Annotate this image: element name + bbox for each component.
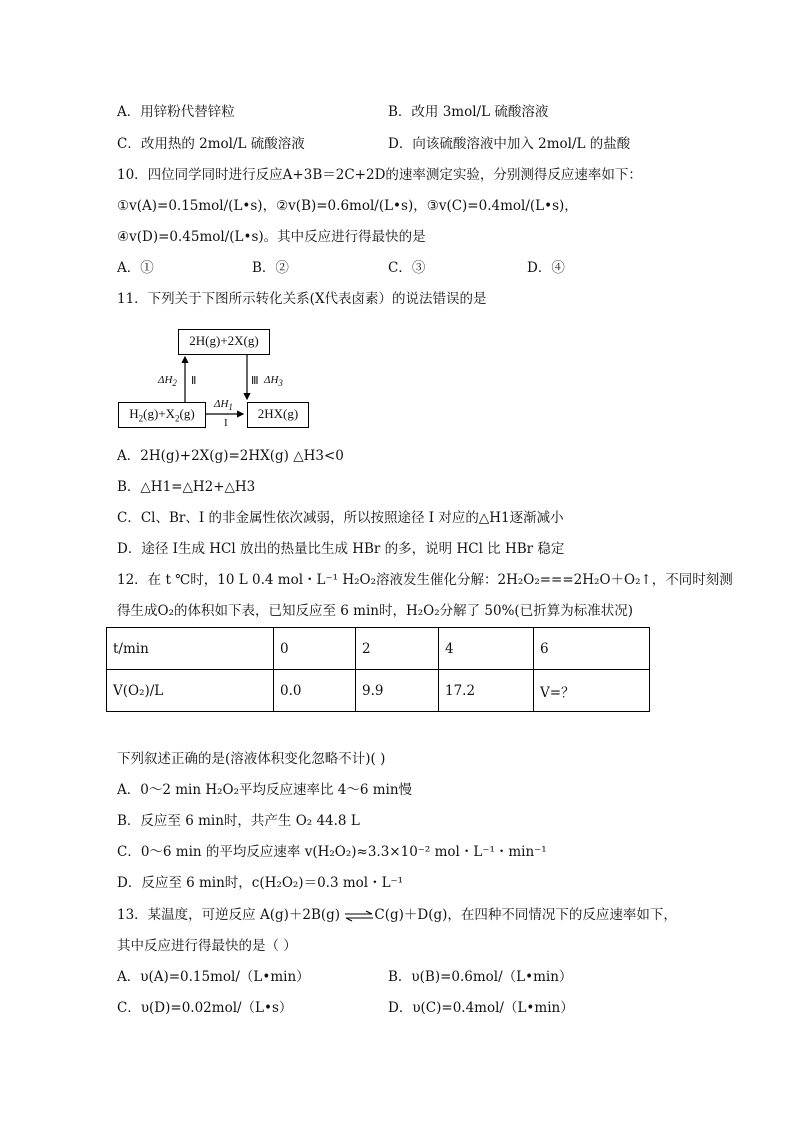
q12-option-b: B．反应至 6 min时，共产生 O₂ 44.8 L bbox=[117, 813, 360, 829]
q11-option-d: D．途径 I生成 HCl 放出的热量比生成 HBr 的多，说明 HCl 比 HBr 稳定 bbox=[117, 541, 565, 557]
q11-option-c: C．Cl、Br、I 的非金属性依次减弱，所以按照途径 I 对应的△H1逐渐减小 bbox=[117, 510, 564, 526]
q13-option-b: B．υ(B)=0.6mol/（L•min） bbox=[388, 969, 573, 985]
q13-option-c: C．υ(D)=0.02mol/（L•s） bbox=[117, 1000, 293, 1016]
q10-option-b: B．② bbox=[252, 260, 289, 276]
diagram-right-box: 2HX(g) bbox=[247, 402, 309, 428]
path1-label: I bbox=[224, 417, 228, 429]
q10-option-d: D．④ bbox=[527, 260, 565, 276]
table-cell: 2 bbox=[356, 628, 439, 670]
q13-stem-line2: 其中反应进行得最快的是（ ） bbox=[117, 938, 297, 954]
table-cell: V(O₂)/L bbox=[107, 670, 274, 712]
dh1-label: $\Delta H_1$ bbox=[214, 398, 233, 413]
q11-option-b: B．△H1=△H2+△H3 bbox=[117, 479, 256, 495]
q13-stem-line1: 13．某温度，可逆反应 A(g)＋2B(g) C(g)＋D(g)，在四种不同情况下的反应速率如下， bbox=[117, 907, 677, 923]
diagram-left-box: $H_2(g)+X_2(g)$ bbox=[118, 402, 206, 428]
q10-rates-line1: ①v(A)=0.15mol/(L•s)，②v(B)=0.6mol/(L•s)，③v(C)=0.4mol/(L•s)， bbox=[117, 198, 578, 214]
q12-stem-line1: 12．在 t ℃时，10 L 0.4 mol・L⁻¹ H₂O₂溶液发生催化分解：2H₂O₂===2H₂O＋O₂↑，不同时刻测 bbox=[117, 572, 733, 588]
table-cell: 17.2 bbox=[439, 670, 534, 712]
q10-stem: 10．四位同学同时进行反应A+3B＝2C+2D的速率测定实验，分别测得反应速率如下： bbox=[117, 167, 642, 183]
diagram-top-box: 2H(g)+2X(g) bbox=[178, 329, 270, 355]
q10-option-a: A．① bbox=[117, 260, 154, 276]
q10-rates-line2: ④v(D)=0.45mol/(L•s)。其中反应进行得最快的是 bbox=[117, 229, 426, 245]
table-cell: V=？ bbox=[534, 670, 650, 712]
q9-option-a: A．用锌粉代替锌粒 bbox=[117, 104, 235, 120]
q10-option-c: C．③ bbox=[388, 260, 426, 276]
table-row bbox=[107, 670, 650, 712]
q12-option-a: A．0～2 min H₂O₂平均反应速率比 4～6 min慢 bbox=[117, 782, 413, 798]
table-cell: t/min bbox=[107, 628, 274, 670]
q12-stem-line2: 得生成O₂的体积如下表，已知反应至 6 min时，H₂O₂分解了 50%(已折算为标准状况) bbox=[117, 603, 633, 619]
table-cell: 4 bbox=[439, 628, 534, 670]
table-cell: 0 bbox=[274, 628, 356, 670]
q11-stem: 11．下列关于下图所示转化关系(X代表卤素）的说法错误的是 bbox=[117, 291, 487, 307]
q9-option-b: B．改用 3mol/L 硫酸溶液 bbox=[388, 104, 549, 120]
table-cell: 0.0 bbox=[274, 670, 356, 712]
dh3-label: $\Delta H_3$ bbox=[264, 374, 283, 389]
q12-question: 下列叙述正确的是(溶液体积变化忽略不计)( ) bbox=[117, 751, 386, 767]
q11-option-a: A．2H(g)+2X(g)=2HX(g) △H3<0 bbox=[117, 448, 344, 464]
path2-label: Ⅱ bbox=[191, 375, 197, 387]
table-cell: 6 bbox=[534, 628, 650, 670]
q13-option-a: A．υ(A)=0.15mol/（L•min） bbox=[117, 969, 310, 985]
q9-option-d: D．向该硫酸溶液中加入 2mol/L 的盐酸 bbox=[388, 136, 631, 152]
o2-volume-table bbox=[106, 627, 650, 712]
q12-option-c: C．0～6 min 的平均反应速率 v(H₂O₂)≈3.3×10⁻² mol・L⁻¹・min⁻¹ bbox=[117, 844, 547, 860]
q13-option-d: D．υ(C)=0.4mol/（L•min） bbox=[388, 1000, 574, 1016]
dh2-label: $\Delta H_2$ bbox=[158, 374, 177, 389]
reversible-arrow-icon bbox=[344, 910, 374, 922]
q12-option-d: D．反应至 6 min时，c(H₂O₂)＝0.3 mol・L⁻¹ bbox=[117, 875, 404, 891]
q9-option-c: C．改用热的 2mol/L 硫酸溶液 bbox=[117, 136, 305, 152]
table-cell: 9.9 bbox=[356, 670, 439, 712]
path3-label: Ⅲ bbox=[251, 375, 259, 387]
table-row bbox=[107, 628, 650, 670]
